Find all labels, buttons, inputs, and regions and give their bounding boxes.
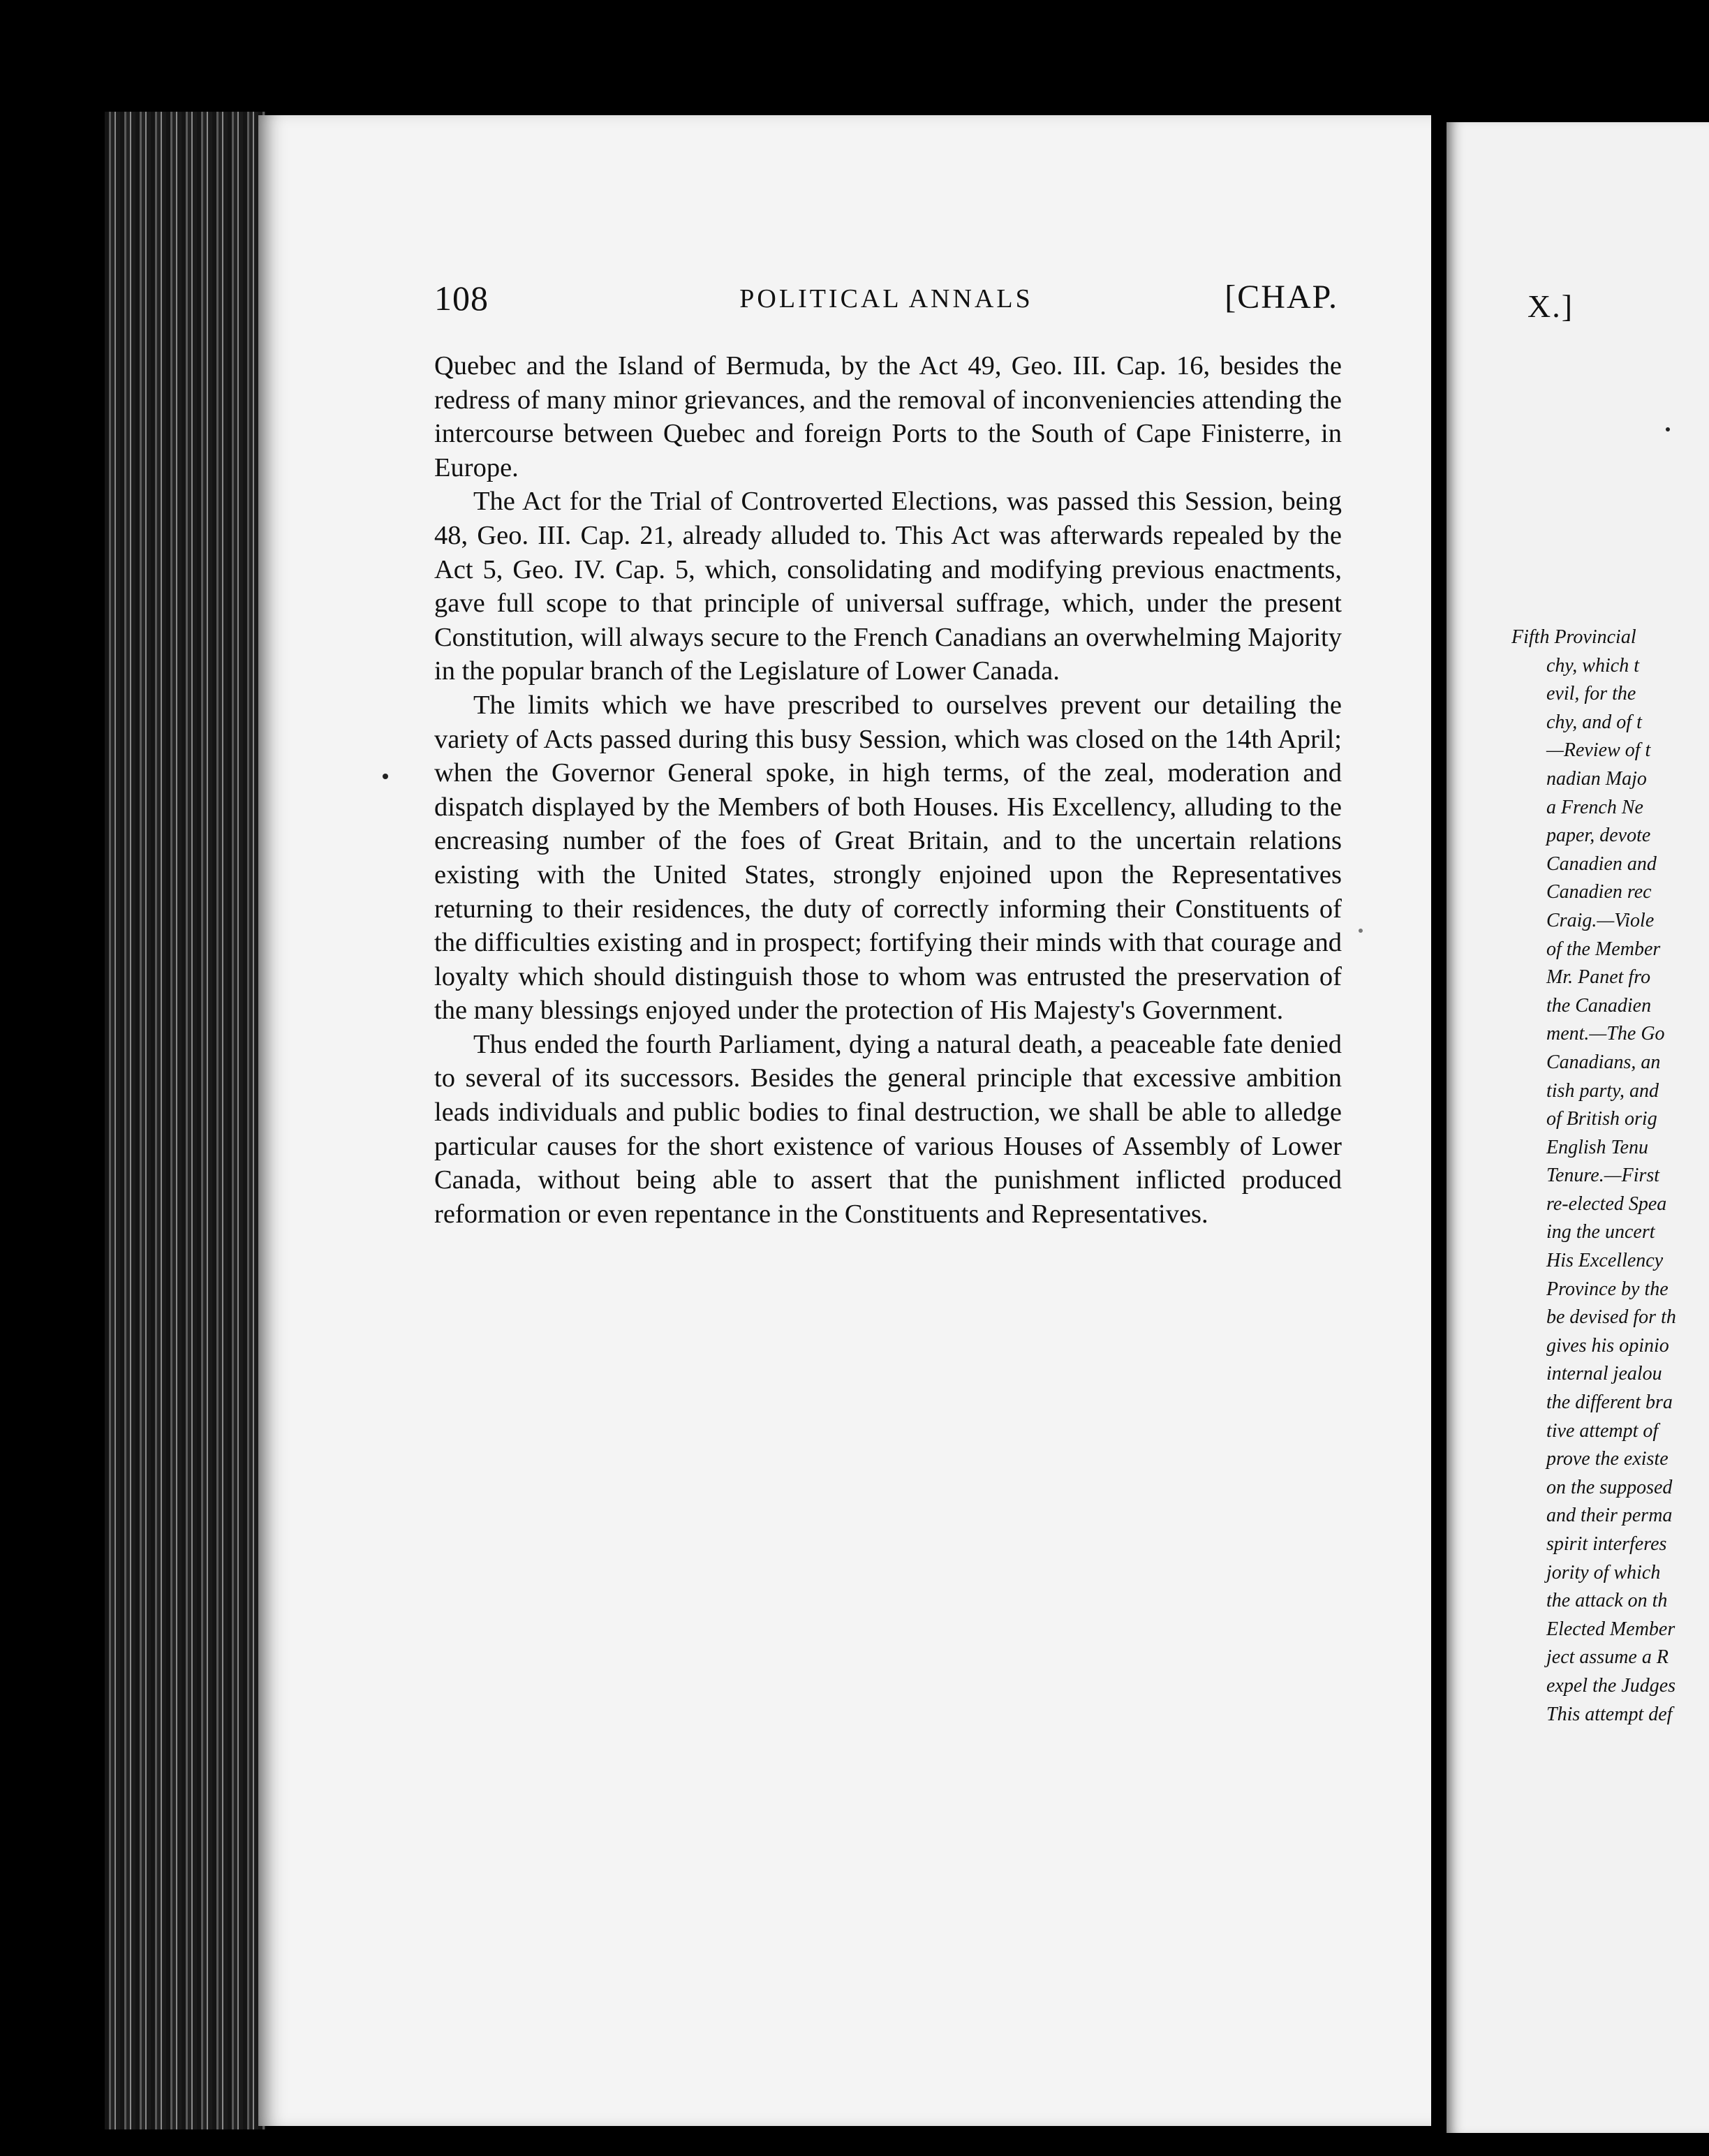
sidenote-line: Canadien and: [1546, 852, 1657, 875]
sidenote-line: Canadien rec: [1546, 881, 1652, 903]
sidenote-line: tish party, and: [1546, 1079, 1659, 1102]
marginal-summary: [1511, 623, 1709, 1729]
page-number: 108: [434, 279, 489, 318]
body-text: [434, 349, 1342, 1231]
sidenote-line: internal jealou: [1546, 1363, 1662, 1385]
running-head: [434, 278, 1338, 320]
ink-speck: [1359, 929, 1363, 933]
sidenote-line: of British orig: [1546, 1108, 1657, 1130]
chapter-mark: [CHAP.: [1225, 279, 1338, 316]
sidenote-line: re-elected Spea: [1546, 1193, 1667, 1215]
sidenote-line: Tenure.—First: [1546, 1165, 1660, 1187]
running-title: POLITICAL ANNALS: [739, 284, 1033, 313]
sidenote-line: —Review of t: [1546, 739, 1651, 762]
sidenote-line: Province by the: [1546, 1278, 1669, 1300]
sidenote-line: This attempt def: [1546, 1703, 1673, 1725]
sidenote-line: gives his opinio: [1546, 1334, 1669, 1357]
sidenote-line: nadian Majo: [1546, 767, 1647, 790]
sidenote-line: jority of which: [1546, 1561, 1661, 1583]
sidenote-line: prove the existe: [1546, 1448, 1669, 1470]
sidenote-line: the Canadien: [1546, 994, 1652, 1017]
sidenote-line: of the Member: [1546, 938, 1661, 960]
sidenote-line: and their perma: [1546, 1505, 1673, 1527]
sidenote-line: Fifth Provincial: [1511, 626, 1636, 648]
sidenote-line: His Excellency: [1546, 1250, 1664, 1272]
sidenote-line: spirit interferes: [1546, 1533, 1667, 1555]
sidenote-line: Canadians, an: [1546, 1051, 1661, 1073]
sidenote-line: ment.—The Go: [1546, 1023, 1665, 1045]
sidenote-line: expel the Judges: [1546, 1674, 1676, 1697]
sidenote-line: Craig.—Viole: [1546, 909, 1655, 931]
sidenote-line: a French Ne: [1546, 796, 1643, 818]
sidenote-line: English Tenu: [1546, 1136, 1648, 1158]
sidenote-line: Mr. Panet fro: [1546, 966, 1651, 989]
paragraph: Quebec and the Island of Bermuda, by the Act 49, Geo. III. Cap. 16, besides the redress of many minor grievances, and the removal of inconveniencies attending the intercourse between Quebec and foreign Ports to the South of Cape Finisterre, in Europe.: [434, 351, 1342, 482]
sidenote-line: on the supposed: [1546, 1476, 1673, 1498]
sidenote-line: paper, devote: [1546, 825, 1651, 847]
ink-speck: [1666, 427, 1670, 431]
sidenote-line: tive attempt of: [1546, 1419, 1659, 1442]
paragraph: The Act for the Trial of Controverted Elections, was passed this Session, being 48, Geo. III. Cap. 21, already alluded to. This Act was afterwards repealed by the Act 5, Geo. IV. Cap. 5, which, consolidating and modifying previous enactments, gave full scope to that principle of universal suffrage, which, under the present Constitution, will always secure to the French Canadians an overwhelming Majority in the popular branch of the Legislature of Lower Canada.: [434, 487, 1342, 686]
sidenote-line: be devised for th: [1546, 1306, 1676, 1329]
book-page-edges: [105, 112, 265, 2129]
sidenote-line: the different bra: [1546, 1391, 1673, 1414]
ink-speck: [383, 774, 388, 779]
right-chapter-mark: X.]: [1527, 288, 1574, 324]
sidenote-line: ing the uncert: [1546, 1221, 1655, 1243]
sidenote-line: chy, which t: [1546, 654, 1639, 677]
paragraph: Thus ended the fourth Parliament, dying a natural death, a peaceable fate denied to several of its successors. Besides the general principle that excessive ambition leads individuals and public bodies to final destruction, we shall be able to alledge particular causes for the short existence of various Houses of Assembly of Lower Canada, without being able to assert that the punishment inflicted produced reformation or even repentance in the Constituents and Representatives.: [434, 1029, 1342, 1229]
sidenote-line: ject assume a R: [1546, 1646, 1669, 1669]
sidenote-line: chy, and of t: [1546, 711, 1642, 733]
sidenote-line: evil, for the: [1546, 683, 1636, 705]
sidenote-line: the attack on th: [1546, 1590, 1668, 1612]
book-gutter: [1431, 0, 1447, 2156]
paragraph: The limits which we have prescribed to ourselves prevent our detailing the variety of Acts passed during this busy Session, which was closed on the 14th April; when the Governor General spoke, in high terms, of the zeal, moderation and dispatch displayed by the Members of both Houses. His Excellency, alluding to the encreasing number of the foes of Great Britain, and to the uncertain relations existing with the United States, strongly enjoined upon the Representatives returning to their residences, the duty of correctly informing their Constituents of the difficulties existing and in prospect; fortifying their minds with that courage and loyalty which should distinguish those to whom was entrusted the preservation of the many blessings enjoyed under the protection of His Majesty's Government.: [434, 690, 1342, 1026]
sidenote-line: Elected Member: [1546, 1618, 1675, 1640]
